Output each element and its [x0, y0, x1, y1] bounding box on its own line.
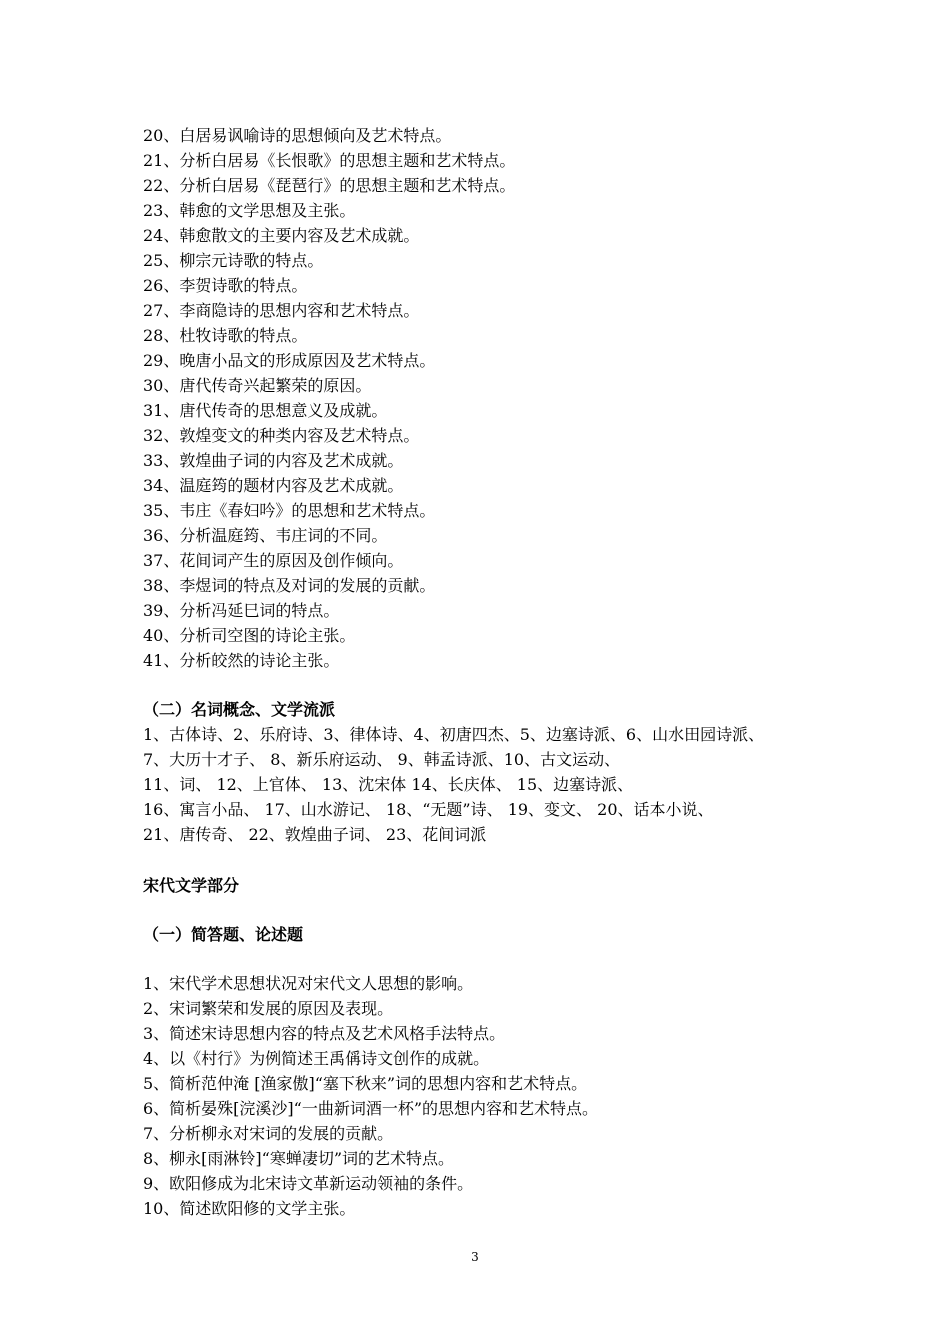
list-item: 33、敦煌曲子词的内容及艺术成就。 [143, 451, 404, 470]
section-heading-terms: （二）名词概念、文学流派 [143, 700, 336, 719]
terms-line: 16、寓言小品、 17、山水游记、 18、“无题”诗、 19、变文、 20、话本小说、 [143, 800, 714, 819]
list-item: 22、分析白居易《琵琶行》的思想主题和艺术特点。 [143, 176, 516, 195]
list-item: 4、以《村行》为例简述王禹偁诗文创作的成就。 [143, 1049, 490, 1068]
list-item: 29、晚唐小品文的形成原因及艺术特点。 [143, 351, 436, 370]
list-item: 41、分析皎然的诗论主张。 [143, 651, 340, 670]
list-item: 30、唐代传奇兴起繁荣的原因。 [143, 376, 372, 395]
terms-line: 21、唐传奇、 22、敦煌曲子词、 23、花间词派 [143, 825, 487, 844]
list-item: 8、柳永[雨淋铃]“寒蝉凄切”词的艺术特点。 [143, 1149, 455, 1168]
list-item: 31、唐代传奇的思想意义及成就。 [143, 401, 388, 420]
list-item: 34、温庭筠的题材内容及艺术成就。 [143, 476, 404, 495]
list-item: 39、分析冯延巳词的特点。 [143, 601, 340, 620]
list-item: 37、花间词产生的原因及创作倾向。 [143, 551, 404, 570]
list-item: 26、李贺诗歌的特点。 [143, 276, 308, 295]
list-item: 28、杜牧诗歌的特点。 [143, 326, 308, 345]
list-item: 5、简析范仲淹 [渔家傲]“塞下秋来”词的思想内容和艺术特点。 [143, 1074, 588, 1093]
list-item: 27、李商隐诗的思想内容和艺术特点。 [143, 301, 420, 320]
list-item: 38、李煜词的特点及对词的发展的贡献。 [143, 576, 436, 595]
list-item: 35、韦庄《春妇吟》的思想和艺术特点。 [143, 501, 436, 520]
list-item: 40、分析司空图的诗论主张。 [143, 626, 356, 645]
list-item: 6、简析晏殊[浣溪沙]“一曲新词酒一杯”的思想内容和艺术特点。 [143, 1099, 599, 1118]
section-heading-questions: （一）简答题、论述题 [143, 925, 304, 944]
terms-line: 1、古体诗、2、乐府诗、3、律体诗、4、初唐四杰、5、边塞诗派、6、山水田园诗派、 [143, 725, 765, 744]
list-item: 23、韩愈的文学思想及主张。 [143, 201, 356, 220]
list-item: 3、简述宋诗思想内容的特点及艺术风格手法特点。 [143, 1024, 506, 1043]
list-item: 24、韩愈散文的主要内容及艺术成就。 [143, 226, 420, 245]
list-item: 1、宋代学术思想状况对宋代文人思想的影响。 [143, 974, 474, 993]
page-number: 3 [471, 1250, 479, 1264]
list-item: 21、分析白居易《长恨歌》的思想主题和艺术特点。 [143, 151, 516, 170]
part-title-song: 宋代文学部分 [143, 876, 240, 895]
list-item: 36、分析温庭筠、韦庄词的不同。 [143, 526, 388, 545]
list-item: 20、白居易讽喻诗的思想倾向及艺术特点。 [143, 126, 452, 145]
list-item: 2、宋词繁荣和发展的原因及表现。 [143, 999, 394, 1018]
list-item: 10、简述欧阳修的文学主张。 [143, 1199, 356, 1218]
list-item: 9、欧阳修成为北宋诗文革新运动领袖的条件。 [143, 1174, 474, 1193]
list-item: 25、柳宗元诗歌的特点。 [143, 251, 324, 270]
terms-line: 11、词、 12、上官体、 13、沈宋体 14、长庆体、 15、边塞诗派、 [143, 775, 634, 794]
list-item: 7、分析柳永对宋词的发展的贡献。 [143, 1124, 394, 1143]
list-item: 32、敦煌变文的种类内容及艺术特点。 [143, 426, 420, 445]
terms-line: 7、大历十才子、 8、新乐府运动、 9、韩孟诗派、10、古文运动、 [143, 750, 621, 769]
